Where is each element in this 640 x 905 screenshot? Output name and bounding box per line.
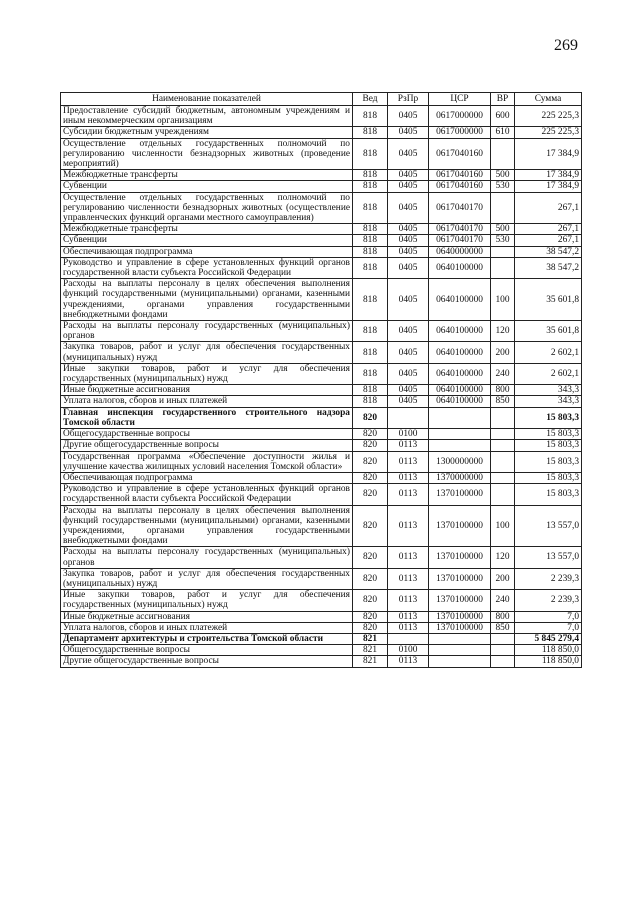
table-row [61,547,582,568]
table-row [61,106,582,127]
cell-vr [491,656,515,667]
cell-csr [429,645,491,656]
cell-vr [491,246,515,257]
cell-csr: 1370100000 [429,622,491,633]
cell-csr: 1300000000 [429,451,491,472]
cell-vr: 100 [491,279,515,321]
table-row [61,170,582,181]
table-row [61,342,582,363]
cell-csr: 0640100000 [429,321,491,342]
cell-vr: 200 [491,568,515,589]
cell-ved: 821 [353,633,388,644]
cell-vr [491,138,515,170]
cell-ved: 818 [353,181,388,192]
cell-csr: 0640100000 [429,385,491,396]
cell-name: Другие общегосударственные вопросы [61,440,353,451]
cell-rzpr: 0405 [388,363,429,384]
cell-sum: 15 803,3 [515,407,582,428]
cell-sum: 7,0 [515,622,582,633]
table-row [61,645,582,656]
cell-rzpr: 0113 [388,611,429,622]
cell-csr: 0640100000 [429,363,491,384]
cell-name: Осуществление отдельных государственных полномочий по регулированию численности безнадзорных животных (проведение мероприятий) [61,138,353,170]
cell-name: Государственная программа «Обеспечение доступности жилья и улучшение качества жилищных условий населения Томской области» [61,451,353,472]
cell-rzpr: 0113 [388,484,429,505]
cell-rzpr: 0100 [388,429,429,440]
cell-rzpr: 0113 [388,505,429,547]
cell-vr: 500 [491,224,515,235]
cell-rzpr [388,633,429,644]
cell-ved: 820 [353,484,388,505]
cell-ved: 820 [353,505,388,547]
cell-sum: 7,0 [515,611,582,622]
cell-ved: 820 [353,407,388,428]
cell-sum: 35 601,8 [515,279,582,321]
cell-rzpr: 0405 [388,321,429,342]
cell-rzpr: 0113 [388,622,429,633]
cell-sum: 15 803,3 [515,484,582,505]
cell-sum: 225 225,3 [515,106,582,127]
cell-vr [491,407,515,428]
cell-sum: 2 602,1 [515,363,582,384]
cell-sum: 13 557,0 [515,505,582,547]
cell-csr [429,429,491,440]
cell-rzpr: 0405 [388,279,429,321]
cell-name: Другие общегосударственные вопросы [61,656,353,667]
cell-csr: 1370100000 [429,590,491,611]
table-row [61,484,582,505]
cell-name: Осуществление отдельных государственных полномочий по регулированию численности безнадзорных животных (осуществление управленческих функций органами местного самоуправления) [61,192,353,224]
cell-sum: 15 803,3 [515,429,582,440]
cell-sum: 267,1 [515,192,582,224]
cell-ved: 818 [353,106,388,127]
cell-rzpr: 0113 [388,451,429,472]
cell-sum: 267,1 [515,235,582,246]
cell-vr: 800 [491,611,515,622]
table-row [61,127,582,138]
cell-name: Иные закупки товаров, работ и услуг для обеспечения государственных (муниципальных) нужд [61,590,353,611]
cell-sum: 17 384,9 [515,138,582,170]
cell-csr [429,407,491,428]
cell-name: Главная инспекция государственного строительного надзора Томской области [61,407,353,428]
cell-vr: 100 [491,505,515,547]
table-row [61,246,582,257]
cell-ved: 818 [353,170,388,181]
cell-csr: 0617040170 [429,235,491,246]
cell-name: Предоставление субсидий бюджетным, автономным учреждениям и иным некоммерческим организациям [61,106,353,127]
cell-name: Иные бюджетные ассигнования [61,611,353,622]
cell-vr: 120 [491,321,515,342]
cell-ved: 820 [353,451,388,472]
table-row [61,138,582,170]
cell-ved: 818 [353,127,388,138]
cell-sum: 267,1 [515,224,582,235]
cell-vr: 850 [491,622,515,633]
cell-ved: 820 [353,622,388,633]
budget-table [60,92,582,668]
cell-csr: 1370100000 [429,484,491,505]
cell-ved: 820 [353,547,388,568]
cell-sum: 2 602,1 [515,342,582,363]
table-row [61,590,582,611]
cell-vr: 120 [491,547,515,568]
cell-ved: 818 [353,246,388,257]
cell-csr: 0617040160 [429,138,491,170]
cell-sum: 17 384,9 [515,170,582,181]
table-row [61,656,582,667]
cell-vr [491,484,515,505]
table-row [61,321,582,342]
cell-rzpr: 0405 [388,106,429,127]
cell-name: Субсидии бюджетным учреждениям [61,127,353,138]
cell-ved: 820 [353,590,388,611]
table-row [61,429,582,440]
table-row [61,224,582,235]
cell-ved: 818 [353,363,388,384]
cell-csr: 0640100000 [429,257,491,278]
table-row [61,257,582,278]
table-row [61,611,582,622]
cell-vr: 500 [491,170,515,181]
page-number: 269 [554,37,578,54]
cell-rzpr: 0405 [388,192,429,224]
cell-sum: 38 547,2 [515,257,582,278]
cell-sum: 343,3 [515,396,582,407]
cell-name: Субвенции [61,181,353,192]
header-csr: ЦСР [429,93,491,106]
cell-sum: 35 601,8 [515,321,582,342]
header-sum: Сумма [515,93,582,106]
cell-vr: 800 [491,385,515,396]
table-row [61,396,582,407]
cell-csr: 0617040170 [429,192,491,224]
cell-vr [491,192,515,224]
cell-csr: 0617040160 [429,170,491,181]
cell-csr: 0617000000 [429,127,491,138]
cell-csr: 0640000000 [429,246,491,257]
cell-ved: 820 [353,611,388,622]
cell-rzpr: 0405 [388,127,429,138]
cell-ved: 818 [353,342,388,363]
cell-ved: 818 [353,396,388,407]
table-row [61,279,582,321]
cell-ved: 821 [353,656,388,667]
cell-name: Расходы на выплаты персоналу государственных (муниципальных) органов [61,321,353,342]
cell-name: Межбюджетные трансферты [61,170,353,181]
cell-rzpr: 0405 [388,342,429,363]
header-ved: Вед [353,93,388,106]
cell-csr [429,633,491,644]
cell-name: Расходы на выплаты персоналу в целях обеспечения выполнения функций государственными (муниципальными) органами, казенными учреждениями, органами управления государственными внебюджетными фондами [61,279,353,321]
cell-ved: 818 [353,321,388,342]
cell-vr: 850 [491,396,515,407]
cell-name: Общегосударственные вопросы [61,645,353,656]
cell-sum: 15 803,3 [515,451,582,472]
cell-sum: 343,3 [515,385,582,396]
cell-name: Иные бюджетные ассигнования [61,385,353,396]
cell-ved: 818 [353,257,388,278]
table-row [61,235,582,246]
cell-sum: 15 803,3 [515,440,582,451]
cell-sum: 17 384,9 [515,181,582,192]
cell-sum: 2 239,3 [515,590,582,611]
cell-csr: 0640100000 [429,342,491,363]
cell-name: Руководство и управление в сфере установленных функций органов государственной власти субъекта Российской Федерации [61,257,353,278]
cell-rzpr: 0405 [388,170,429,181]
cell-csr: 0617040160 [429,181,491,192]
cell-ved: 820 [353,568,388,589]
cell-rzpr: 0405 [388,235,429,246]
cell-ved: 818 [353,138,388,170]
table-row [61,181,582,192]
table-row [61,192,582,224]
cell-csr: 0640100000 [429,279,491,321]
cell-rzpr: 0113 [388,656,429,667]
table-row [61,505,582,547]
cell-name: Субвенции [61,235,353,246]
table-row [61,633,582,644]
cell-vr: 610 [491,127,515,138]
cell-rzpr: 0100 [388,645,429,656]
cell-ved: 818 [353,192,388,224]
cell-name: Иные закупки товаров, работ и услуг для обеспечения государственных (муниципальных) нужд [61,363,353,384]
cell-vr: 530 [491,235,515,246]
cell-name: Департамент архитектуры и строительства Томской области [61,633,353,644]
table-row [61,407,582,428]
cell-rzpr: 0113 [388,472,429,483]
cell-vr: 240 [491,590,515,611]
cell-vr [491,633,515,644]
cell-rzpr: 0405 [388,224,429,235]
cell-vr [491,440,515,451]
cell-csr [429,440,491,451]
cell-ved: 818 [353,235,388,246]
cell-vr: 200 [491,342,515,363]
cell-name: Руководство и управление в сфере установленных функций органов государственной власти субъекта Российской Федерации [61,484,353,505]
table-row [61,472,582,483]
cell-rzpr: 0405 [388,181,429,192]
cell-name: Общегосударственные вопросы [61,429,353,440]
cell-csr: 1370100000 [429,505,491,547]
table-row [61,622,582,633]
cell-csr [429,656,491,667]
table-header [61,93,582,106]
cell-name: Уплата налогов, сборов и иных платежей [61,396,353,407]
cell-vr [491,451,515,472]
header-name: Наименование показателей [61,93,353,106]
cell-name: Расходы на выплаты персоналу государственных (муниципальных) органов [61,547,353,568]
cell-vr [491,472,515,483]
cell-sum: 5 845 279,4 [515,633,582,644]
cell-csr: 1370100000 [429,547,491,568]
cell-ved: 820 [353,472,388,483]
cell-name: Обеспечивающая подпрограмма [61,472,353,483]
cell-name: Уплата налогов, сборов и иных платежей [61,622,353,633]
cell-csr: 1370100000 [429,611,491,622]
cell-rzpr: 0113 [388,547,429,568]
cell-vr: 240 [491,363,515,384]
cell-csr: 0640100000 [429,396,491,407]
cell-ved: 820 [353,429,388,440]
cell-name: Межбюджетные трансферты [61,224,353,235]
cell-rzpr [388,407,429,428]
cell-csr: 0617040170 [429,224,491,235]
cell-name: Расходы на выплаты персоналу в целях обеспечения выполнения функций государственными (муниципальными) органами, казенными учреждениями, органами управления государственными внебюджетными фондами [61,505,353,547]
cell-name: Закупка товаров, работ и услуг для обеспечения государственных (муниципальных) нужд [61,568,353,589]
cell-sum: 15 803,3 [515,472,582,483]
cell-rzpr: 0113 [388,440,429,451]
cell-rzpr: 0113 [388,590,429,611]
cell-vr [491,645,515,656]
cell-vr [491,257,515,278]
cell-sum: 118 850,0 [515,656,582,667]
cell-csr: 1370000000 [429,472,491,483]
cell-ved: 818 [353,224,388,235]
cell-rzpr: 0405 [388,385,429,396]
cell-sum: 225 225,3 [515,127,582,138]
cell-rzpr: 0405 [388,246,429,257]
header-rzpr: РзПр [388,93,429,106]
table-body [61,106,582,668]
cell-sum: 118 850,0 [515,645,582,656]
cell-csr: 1370100000 [429,568,491,589]
cell-ved: 818 [353,279,388,321]
cell-sum: 13 557,0 [515,547,582,568]
cell-sum: 2 239,3 [515,568,582,589]
cell-rzpr: 0113 [388,568,429,589]
table-row [61,385,582,396]
cell-name: Обеспечивающая подпрограмма [61,246,353,257]
cell-vr [491,429,515,440]
cell-ved: 818 [353,385,388,396]
table-row [61,363,582,384]
table-row [61,568,582,589]
cell-ved: 821 [353,645,388,656]
cell-vr: 530 [491,181,515,192]
cell-name: Закупка товаров, работ и услуг для обеспечения государственных (муниципальных) нужд [61,342,353,363]
table-row [61,451,582,472]
cell-rzpr: 0405 [388,138,429,170]
cell-sum: 38 547,2 [515,246,582,257]
cell-vr: 600 [491,106,515,127]
cell-ved: 820 [353,440,388,451]
cell-rzpr: 0405 [388,396,429,407]
header-vr: ВР [491,93,515,106]
cell-rzpr: 0405 [388,257,429,278]
table-row [61,440,582,451]
cell-csr: 0617000000 [429,106,491,127]
